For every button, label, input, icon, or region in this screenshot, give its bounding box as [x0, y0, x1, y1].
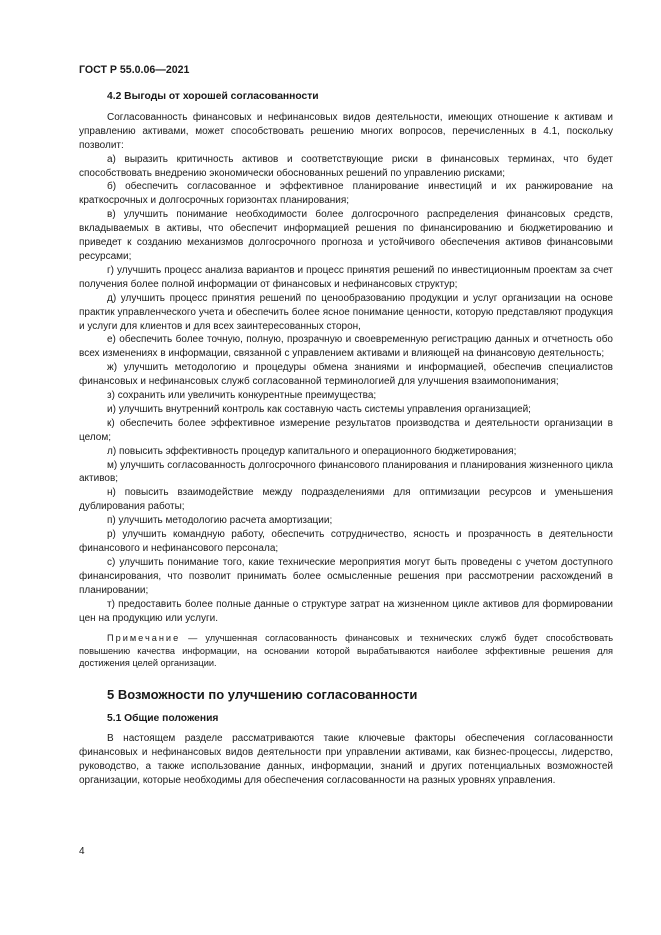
- page-content: [79, 90, 613, 788]
- list-item: р) улучшить командную работу, обеспечить сотрудничество, ясность и прозрачность в деятельности финансового и нефинансового персонала;: [79, 529, 613, 554]
- list-item: ж) улучшить методологию и процедуры обмена знаниями и информацией, обеспечив специалистов финансовых и нефинансовых служб согласованной терминологией для улучшения взаимопонимания;: [79, 362, 613, 388]
- section-5-title: 5 Возможности по улучшению согласованности: [107, 686, 418, 702]
- list-item: б) обеспечить согласованное и эффективное планирование инвестиций и их ранжирование на краткосрочных и долгосрочных горизонтах планирования;: [79, 181, 613, 207]
- list-item: в) улучшить понимание необходимости более долгосрочного распределения финансовых средств, вкладываемых в активы, что обеспечит информацией решения по финансированию и бюджетированию и приведет к созданию механизмов долгосрочного прогноза и устойчивого обеспечения активов финансовыми ресурсами;: [79, 209, 613, 262]
- list-item: с) улучшить понимание того, какие технические мероприятия могут быть проведены с учетом доступного финансирования, что позволит принимать более осмысленные решения при рассмотрении расхождений в планировании;: [79, 556, 613, 596]
- benefits-list: [79, 153, 613, 626]
- list-item: н) повысить взаимодействие между подразделениями для оптимизации ресурсов и уменьшения дублирования работы;: [79, 487, 613, 513]
- document-header: ГОСТ Р 55.0.06—2021: [79, 64, 190, 76]
- list-item: л) повысить эффективность процедур капитального и операционного бюджетирования;: [107, 445, 517, 457]
- list-item: м) улучшить согласованность долгосрочного финансового планирования и планирования жизненного цикла активов;: [79, 459, 613, 485]
- list-item: т) предоставить более полные данные о структуре затрат на жизненном цикле активов для формировании цен на продукцию или услуги.: [79, 598, 613, 624]
- list-item: а) выразить критичность активов и соответствующие риски в финансовых терминах, что будет способствовать внедрению экономически обоснованных решений по управлению рисками;: [79, 153, 613, 179]
- note-text: — улучшенная согласованность финансовых и технических служб будет способствовать повышению качества информации, на основании которой вырабатываются наиболее эффективные решения для достижения целей организации.: [79, 633, 613, 669]
- list-item: е) обеспечить более точную, полную, прозрачную и своевременную регистрацию данных и отчетность обо всех изменениях в информации, связанной с управлением активами и влияющей на финансовую деятельность;: [79, 334, 613, 360]
- list-item: п) улучшить методологию расчета амортизации;: [107, 515, 333, 527]
- note-label: Примечание: [107, 633, 181, 644]
- section-4-2-intro: Согласованность финансовых и нефинансовых видов деятельности, имеющих отношение к активам и управлению активами, может способствовать решению многих вопросов, перечисленных в 4.1, поскольку позволит:: [79, 111, 613, 151]
- page-number: 4: [79, 846, 85, 857]
- list-item: з) сохранить или увеличить конкурентные преимущества;: [107, 390, 377, 402]
- list-item: г) улучшить процесс анализа вариантов и процесс принятия решений по инвестиционным проектам за счет получения более полной информации от финансовых и нефинансовых структур;: [79, 264, 613, 290]
- list-item: к) обеспечить более эффективное измерение результатов производства и деятельности организации в целом;: [79, 417, 613, 443]
- section-5-1-paragraph: В настоящем разделе рассматриваются такие ключевые факторы обеспечения согласованности финансовых и нефинансовых видов деятельности при управлении активами, как бизнес-процессы, лидерство, руководство, а также использование данных, информации, знаний и других потенциальных возможностей организации, которые необходимы для обеспечения согласованности на разных уровнях управления.: [79, 733, 613, 787]
- list-item: д) улучшить процесс принятия решений по ценообразованию продукции и услуг организации на основе практик управленческого учета и обеспечить более ясное понимание ценности, которую представляют продукция и услуги для клиентов и для всех заинтересованных сторон,: [79, 292, 613, 332]
- note: [79, 632, 613, 669]
- section-4-2-title: 4.2 Выгоды от хорошей согласованности: [107, 91, 319, 102]
- section-5-1-title: 5.1 Общие положения: [107, 712, 219, 724]
- list-item: и) улучшить внутренний контроль как составную часть системы управления организацией;: [107, 403, 531, 415]
